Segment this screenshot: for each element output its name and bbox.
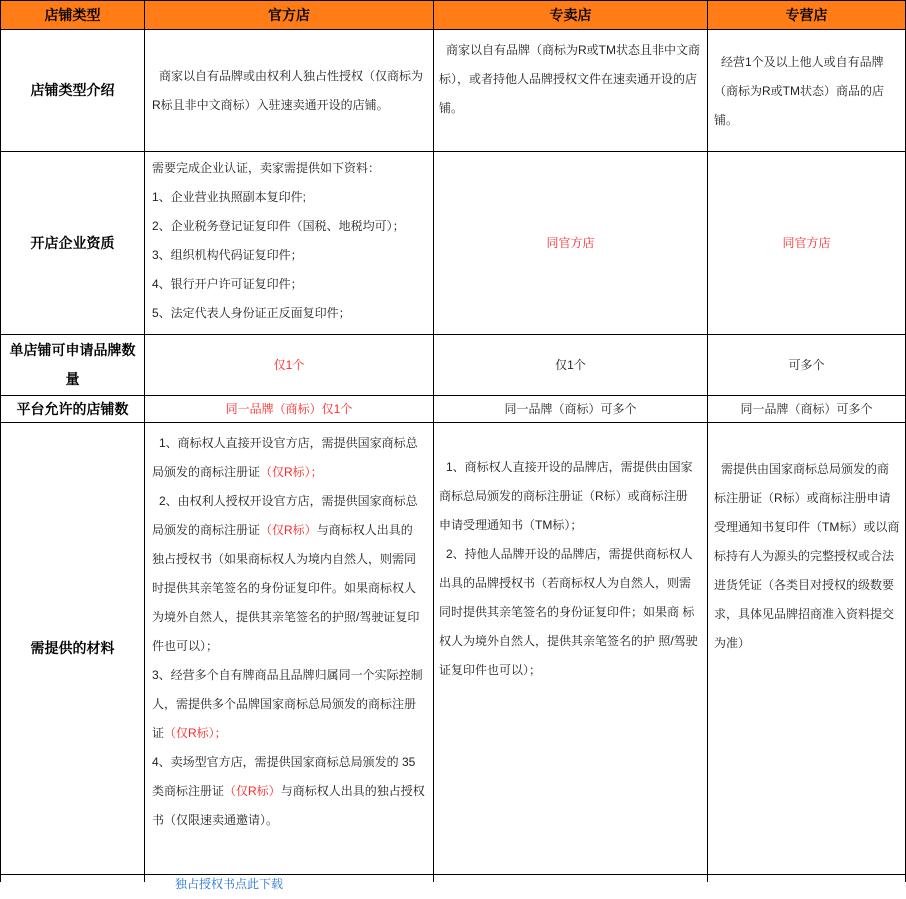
- cell-materials-official: [145, 423, 434, 891]
- row-label-qualification: 开店企业资质: [1, 152, 145, 335]
- cell-intro-exclusive: [434, 30, 708, 152]
- cell-intro-official: [145, 30, 434, 152]
- paragraph: 3、组织机构代码证复印件；: [152, 248, 303, 262]
- paragraph: 需要完成企业认证，卖家需提供如下资料：: [152, 161, 381, 175]
- paragraph: 商家以自有品牌（商标为R或TM状态且非中文商标），或者持他人品牌授权文件在速卖通开设的店铺。: [439, 43, 700, 115]
- header-franchise-store: 专营店: [708, 1, 906, 30]
- cell-brand-count-official: [145, 335, 434, 396]
- exclusive-authorization-download-link[interactable]: 独占授权书点此下载: [175, 877, 284, 891]
- paragraph: 5、法定代表人身份证正反面复印件；: [152, 306, 351, 320]
- paragraph: 1、企业营业执照副本复印件;: [152, 190, 307, 204]
- brand-count-value: 可多个: [788, 357, 825, 372]
- paragraph: 3、经营多个自有牌商品且品牌归属同一个实际控制人，需提供多个品牌国家商标总局颁发的商标注册证（仅R标）；: [152, 668, 423, 740]
- header-official-store: 官方店: [145, 1, 434, 30]
- materials-official-text: [152, 429, 425, 835]
- same-as-official-text: 同官方店: [782, 235, 831, 250]
- cell-materials-franchise: [708, 423, 906, 875]
- paragraph: 4、银行开户许可证复印件；: [152, 277, 303, 291]
- cell-intro-franchise: [708, 30, 906, 152]
- paragraph: 1、商标权人直接开设的品牌店，需提供由国家商标总局颁发的商标注册证（R标）或商标注册 申请受理通知书（TM标）；: [439, 460, 693, 532]
- paragraph: 1、商标权人直接开设官方店，需提供国家商标总局颁发的商标注册证（仅R标）；: [152, 436, 418, 479]
- cell-qualification-franchise: [708, 152, 906, 335]
- row-label-brand-count: 单店铺可申请品牌数量: [1, 335, 145, 396]
- store-count-value: 同一品牌（商标）仅1个: [225, 401, 353, 416]
- cell-brand-count-exclusive: [434, 335, 708, 396]
- clipped-row-cell: [145, 875, 434, 882]
- cell-store-count-franchise: [708, 396, 906, 423]
- paragraph: 2、企业税务登记证复印件（国税、地税均可）；: [152, 219, 405, 233]
- paragraph: 2、持他人品牌开设的品牌店，需提供商标权人出具的品牌授权书（若商标权人为自然人，则需同时提供其亲笔签名的身份证复印件；如果商 标权人为境外自然人，提供其亲笔签名的护 照/驾驶证复印件也可以）；: [439, 547, 698, 677]
- cell-brand-count-franchise: [708, 335, 906, 396]
- paragraph: 经营1个及以上他人或自有品牌（商标为R或TM状态）商品的店铺。: [714, 55, 884, 127]
- header-shop-type: 店铺类型: [1, 1, 145, 30]
- paragraph: 需提供由国家商标总局颁发的商标注册证（R标）或商标注册申请受理通知书复印件（TM标）或以商标持有人为源头的完整授权或合法进货凭证（各类目对授权的级数要求，具体见品牌招商准入资料提交为准）: [714, 462, 900, 650]
- paragraph: 商家以自有品牌或由权利人独占性授权（仅商标为R标且非中文商标）入驻速卖通开设的店铺。: [152, 68, 424, 112]
- cell-materials-exclusive: [434, 423, 708, 875]
- brand-count-value: 仅1个: [555, 357, 586, 372]
- cell-qualification-exclusive: [434, 152, 708, 335]
- store-count-value: 同一品牌（商标）可多个: [740, 401, 873, 416]
- row-label-intro: 店铺类型介绍: [1, 30, 145, 152]
- clipped-row-cell: [434, 875, 708, 882]
- row-label-materials: 需提供的材料: [1, 423, 145, 875]
- paragraph: 4、卖场型官方店，需提供国家商标总局颁发的 35类商标注册证（仅R标）与商标权人出具的独占授权书（仅限速卖通邀请）。: [152, 755, 425, 827]
- cell-qualification-official: [145, 152, 434, 335]
- paragraph: 2、由权利人授权开设官方店，需提供国家商标总局颁发的商标注册证（仅R标）与商标权人出具的 独占授权书（如果商标权人为境内自然人，则需同时提供其亲笔签名的身份证复印件。如果商标权人为境外自然人，提供其亲笔签名的护照/驾驶证复印件也可以）；: [152, 494, 420, 653]
- same-as-official-text: 同官方店: [546, 235, 595, 250]
- clipped-row-cell: [1, 875, 145, 882]
- clipped-row-cell: [708, 875, 906, 882]
- cell-store-count-official: [145, 396, 434, 423]
- header-exclusive-store: 专卖店: [434, 1, 708, 30]
- row-label-store-count: 平台允许的店铺数: [1, 396, 145, 423]
- store-count-value: 同一品牌（商标）可多个: [504, 401, 637, 416]
- cell-store-count-exclusive: [434, 396, 708, 423]
- brand-count-value: 仅1个: [273, 357, 305, 372]
